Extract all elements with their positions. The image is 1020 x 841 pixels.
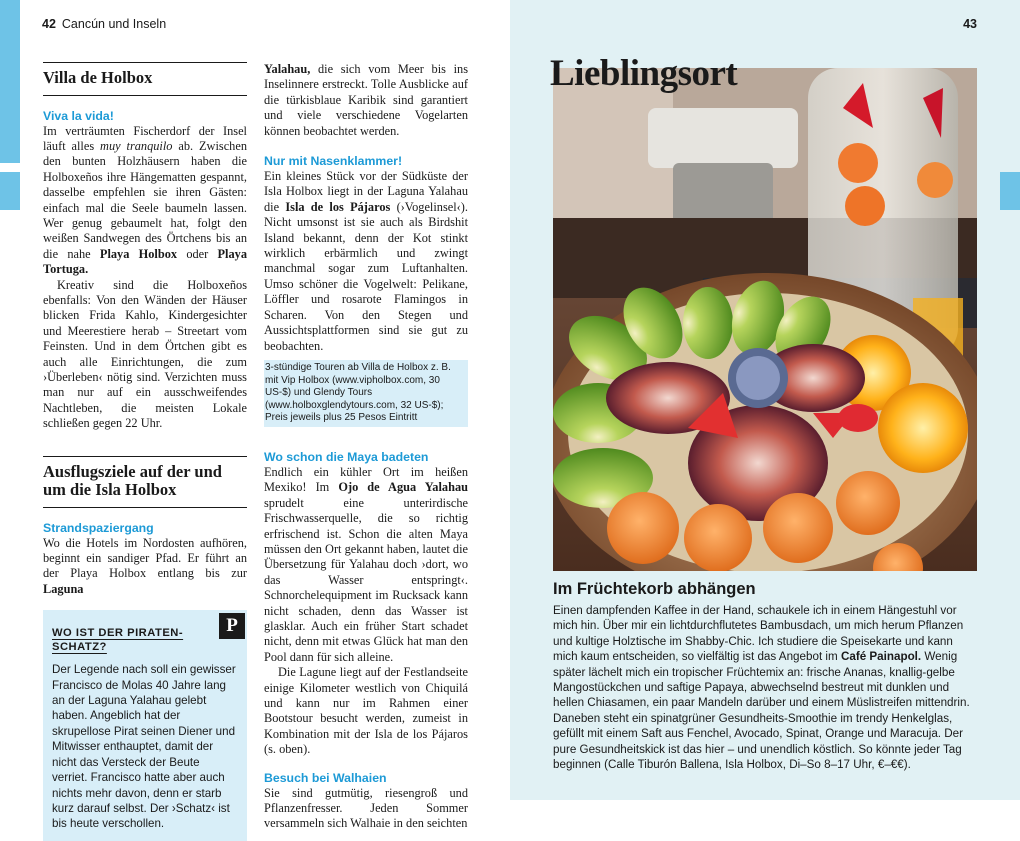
text-column-2 bbox=[264, 62, 468, 832]
p-badge-icon: P bbox=[219, 613, 245, 639]
paragraph: Wo die Hotels im Nordosten aufhören, beginnt ein sandiger Pfad. Er führt an der Playa Holbox entlang bis zur Laguna bbox=[43, 535, 247, 596]
thumb-tab-marker bbox=[0, 172, 20, 210]
paragraph: Sie sind gutmütig, riesengroß und Pflanzenfresser. Jeden Sommer versammeln sich Walhaie in den seichten bbox=[264, 785, 468, 831]
subheading: Strandspaziergang bbox=[43, 520, 154, 535]
running-head-text: Cancún und Inseln bbox=[61, 17, 167, 31]
paragraph: Im verträumten Fischerdorf der Insel läuft alles muy tranquilo ab. Zwischen den bunten Holzhäusern haben die Holboxeños ihre Hängematten gespannt, dasselbe empfehlen sie ihren Gästen: einfach mal die Seele baumeln lassen. Wer genug gebaumelt hat, folgt den weißen Sandwegen des Örtchens bis an die nahe Playa Holbox oder Playa Tortuga. bbox=[43, 123, 248, 277]
text-column-1 bbox=[43, 62, 247, 841]
page-number: 43 bbox=[963, 17, 977, 31]
paragraph: Kreativ sind die Holboxeños ebenfalls: Von den Wänden der Häuser blicken Frida Kahlo, Kindergesichter und Meerestiere herab – Streetart vom Feinsten. Und in dem Örtchen gibt es auch alle Einrichtungen, die zum ›Überleben‹ nötig sind. Verzichten muss man nur auf ein ausschweifendes Nachtleben, die meisten Lokale schließen gegen 22 Uhr. bbox=[43, 277, 247, 431]
subheading: Wo schon die Maya badeten bbox=[264, 449, 429, 464]
caption-title: Im Früchtekorb abhängen bbox=[553, 580, 756, 598]
paragraph: Ein kleines Stück vor der Südküste der Isla Holbox liegt in der Laguna Yalahau die Isla de los Pájaros (›Vogelinsel‹). Nicht umsonst ist sie auch als Birdshit Island bekannt, denn der Kot stinkt wirklich erbärmlich und zwingt manchmal sogar zum Luftanhalten. Umso schöner die Vogelwelt: Pelikane, Löffler und rosarote Flamingos in Scharen. Von den Stegen und Aussichtsplattformen sind sie gut zu beobachten. bbox=[264, 169, 468, 353]
info-box-pirate-treasure bbox=[43, 610, 247, 840]
paragraph: Yalahau, die sich vom Meer bis ins Inselinnere erstreckt. Tolle Ausblicke auf die türkisblaue Karibik sind garantiert und viele verschiedene Vogelarten können beobachtet werden. bbox=[264, 62, 468, 138]
paragraph: Die Lagune liegt auf der Festlandseite einige Kilometer westlich von Chiquilá und kann nur im Rahmen einer Bootstour besucht werden, zumeist in Kombination mit der Isla de los Pájaros (s. oben). bbox=[264, 665, 468, 757]
subheading: Viva la vida! bbox=[43, 108, 114, 123]
info-box-text: Der Legende nach soll ein gewisser Francisco de Molas 40 Jahre lang an der Laguna Yalahau gelebt haben. Angeblich hat der skrupellose Pirat seinen Diener und Mitwisser enthauptet, damit der nicht das Versteck der Beute verriet. Francisco hatte aber auch nichts mehr davon, denn er starb kurz darauf selbst. Der ›Schatz‹ ist bis heute verschollen. bbox=[52, 663, 236, 831]
right-page bbox=[510, 0, 1020, 800]
lieblingsort-heading: Lieblingsort bbox=[550, 53, 738, 94]
section-title: Villa de Holbox bbox=[43, 63, 247, 96]
running-head bbox=[42, 17, 166, 31]
subheading: Besuch bei Walhaien bbox=[264, 770, 387, 785]
caption-text: Einen dampfenden Kaffee in der Hand, schaukele ich in einem Hängestuhl vor mich hin. Über mir ein lichtdurchflutetes Bambusdach, um mich herum Pflanzen und kultige Holztische im Shabby-Chic. Ich studiere die Speisekarte und kann mich kaum entscheiden, so vielfältig ist das Angebot im Café Painapol. Wenig später lächelt mich ein tropischer Früchtemix an: frische Ananas, knallig-gelbe Mangostückchen und saftige Papaya, abwechselnd bestreut mit dunklen und hellen Chiasamen, ein paar Mandeln darüber und einem Müslistreifen mittendrin. Daneben steht ein spinatgrüner Gesundheits-Smoothie im trendy Henkelglas, gefüllt mit einem Saft aus Fenchel, Avocado, Spinat, Orange und Maracuja. Der pure Gesundheitskick ist das hier – und unendlich köstlich. So könnte jeder Tag beginnen (Calle Tiburón Ballena, Isla Holbox, Di–So 8–17 Uhr, €–€€). bbox=[553, 604, 970, 772]
thumb-tab bbox=[0, 0, 20, 163]
info-box-title: WO IST DER PIRATEN-SCHATZ? bbox=[52, 627, 184, 654]
fruit-bowl-photo bbox=[553, 68, 977, 571]
page-number: 42 bbox=[42, 17, 56, 31]
paragraph: Endlich ein kühler Ort im heißen Mexiko! Im Ojo de Agua Yalahau sprudelt eine unterirdische Frischwasserquelle, die so richtig erfrischend ist. Schon die alten Maya müssen den Ort gekannt haben, lautet die Übersetzung für Yalahau doch ›dort, wo das Wasser entspringt‹. Schnorchelequipment im Rucksack kann nicht schaden, denn das Wasser ist glasklar. Auch ein früher Start schadet nicht, denn mit etwas Glück hat man den Pool dann für sich alleine. bbox=[264, 464, 468, 664]
left-page bbox=[0, 0, 510, 831]
subheading: Nur mit Nasenklammer! bbox=[264, 154, 403, 169]
tour-info-note: 3-stündige Touren ab Villa de Holbox z. B. mit Vip Holbox (www.vipholbox.com, 30 US-$) und Glendy Tours (www.holboxglendytours.com, 32 US-$); Preis jeweils plus 25 Pesos Eintritt bbox=[264, 360, 468, 427]
thumb-tab-marker bbox=[1000, 172, 1020, 210]
section-title: Ausflugsziele auf der und um die Isla Holbox bbox=[43, 457, 247, 508]
